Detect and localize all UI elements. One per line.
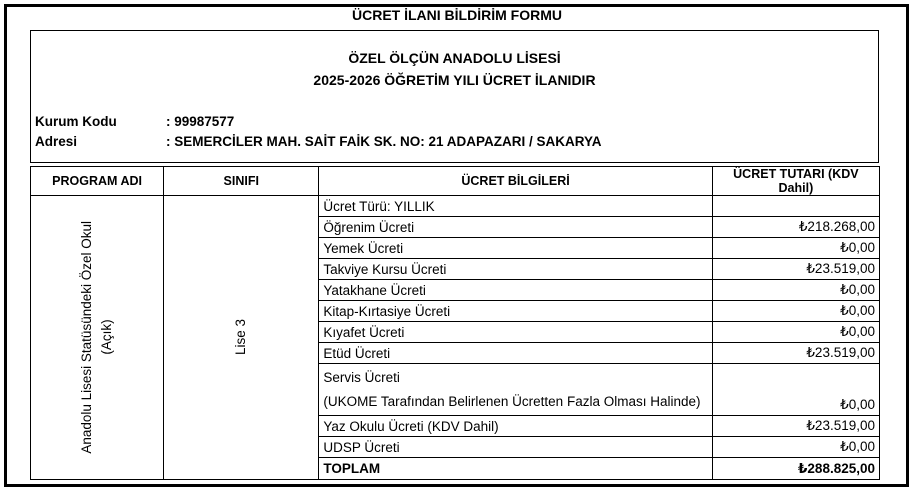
fee-label: Yaz Okulu Ücreti (KDV Dahil) <box>319 416 712 437</box>
toplam-amount: ₺288.825,00 <box>712 458 879 480</box>
sinifi-value: Lise 3 <box>233 319 249 356</box>
fee-label: Takviye Kursu Ücreti <box>319 259 712 280</box>
fee-label: Etüd Ücreti <box>319 343 712 364</box>
fee-label: Öğrenim Ücreti <box>319 217 712 238</box>
fee-amount <box>712 196 879 217</box>
program-name: Anadolu Lisesi Statüsündeki Özel Okul <box>79 221 95 454</box>
fee-amount: ₺0,00 <box>712 301 879 322</box>
school-name: ÖZEL ÖLÇÜN ANADOLU LİSESİ <box>348 50 561 66</box>
program-adi-vertical-text <box>77 221 117 454</box>
servis-label-line2: (UKOME Tarafından Belirlenen Ücretten Fazla Olması Halinde) <box>323 393 701 409</box>
school-info-box <box>30 30 879 163</box>
adresi-label: Adresi <box>35 134 78 149</box>
fee-label: Ücret Türü: YILLIK <box>319 196 712 217</box>
fee-table-header-row <box>31 167 880 196</box>
fee-amount: ₺0,00 <box>712 322 879 343</box>
fee-amount: ₺0,00 <box>712 238 879 259</box>
kurum-kodu-label: Kurum Kodu <box>35 114 117 129</box>
fee-table <box>30 166 880 480</box>
fee-amount: ₺0,00 <box>712 280 879 301</box>
adresi-row <box>31 132 878 152</box>
header-ucret-bilgileri: ÜCRET BİLGİLERİ <box>319 167 712 196</box>
header-sinifi: SINIFI <box>164 167 319 196</box>
sinifi-cell <box>164 196 319 480</box>
fee-label: Yemek Ücreti <box>319 238 712 259</box>
fee-label: Yatakhane Ücreti <box>319 280 712 301</box>
sinifi-vertical-text <box>231 319 251 355</box>
fee-label: Kıyafet Ücreti <box>319 322 712 343</box>
fee-amount: ₺0,00 <box>712 437 879 458</box>
toplam-label: TOPLAM <box>319 458 712 480</box>
fee-amount: ₺218.268,00 <box>712 217 879 238</box>
program-status: (Açık) <box>99 319 115 356</box>
adresi-value: : SEMERCİLER MAH. SAİT FAİK SK. NO: 21 ADAPAZARI / SAKARYA <box>166 134 602 149</box>
kurum-kodu-value: : 99987577 <box>166 114 235 129</box>
fee-amount: ₺0,00 <box>712 364 879 416</box>
school-year-subtitle: 2025-2026 ÖĞRETİM YILI ÜCRET İLANIDIR <box>313 72 596 88</box>
kurum-kodu-row <box>31 112 878 132</box>
table-row <box>31 196 880 217</box>
header-program-adi: PROGRAM ADI <box>31 167 164 196</box>
fee-amount: ₺23.519,00 <box>712 259 879 280</box>
fee-label <box>319 364 712 416</box>
fee-amount: ₺23.519,00 <box>712 416 879 437</box>
fee-label: Kitap-Kırtasiye Ücreti <box>319 301 712 322</box>
fee-amount: ₺23.519,00 <box>712 343 879 364</box>
servis-label-line1: Servis Ücreti <box>323 369 400 385</box>
fee-label: UDSP Ücreti <box>319 437 712 458</box>
header-ucret-tutari: ÜCRET TUTARI (KDV Dahil) <box>712 167 879 196</box>
program-adi-cell <box>31 196 164 480</box>
form-title: ÜCRET İLANI BİLDİRİM FORMU <box>352 7 562 23</box>
